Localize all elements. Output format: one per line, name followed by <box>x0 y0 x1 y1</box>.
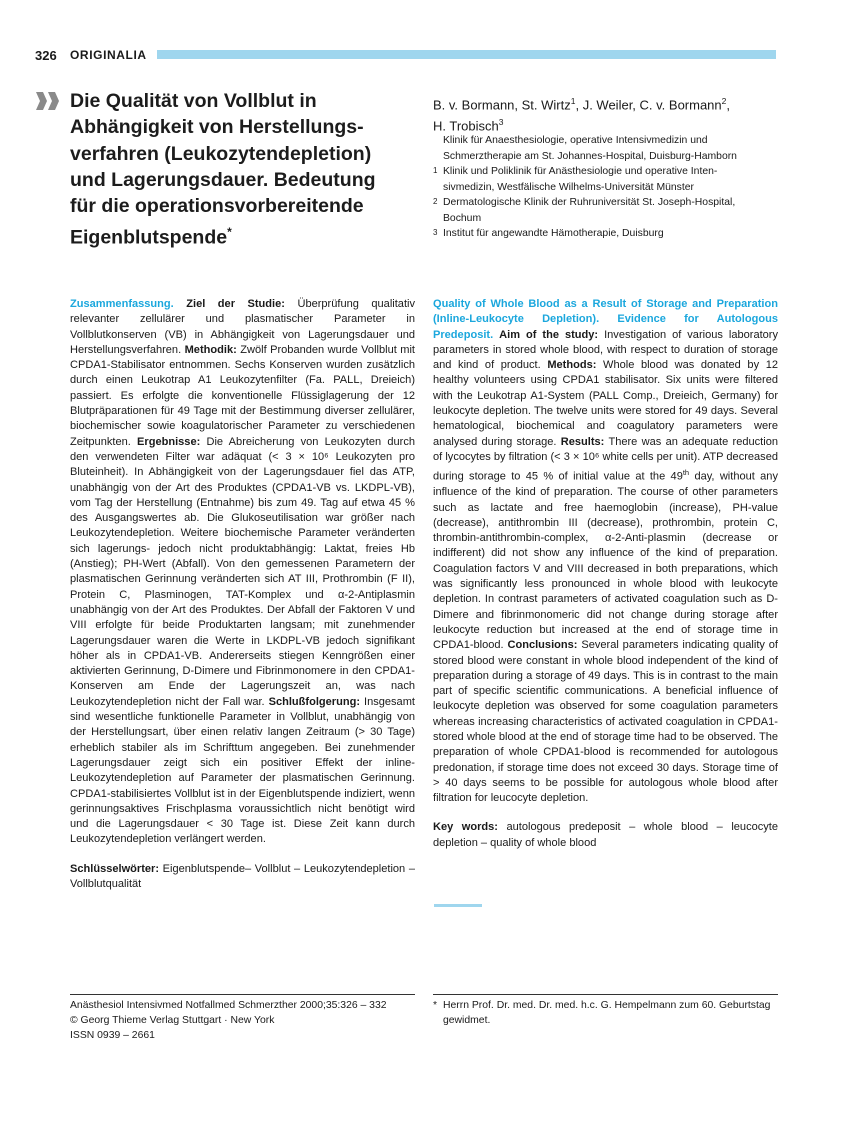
section-end-rule <box>434 904 482 907</box>
title-line: für die operationsvorbereitende <box>70 195 364 218</box>
abstract-german <box>70 297 415 892</box>
affiliation-item: 3 Institut für angewandte Hämotherapie, Duisburg <box>433 228 664 239</box>
affiliation-item: Klinik für Anaesthesiologie, operative Intensivmedizin und Schmerztherapie am St. Johannes-Hospital, Duisburg-Hamborn <box>443 135 737 162</box>
keywords-english: Key words: autologous predeposit – whole blood – leucocyte depletion – quality of whole blood <box>433 821 778 849</box>
citation-line: Anästhesiol Intensivmed Notfallmed Schmerzther 2000;35:326 – 332 <box>70 1000 387 1011</box>
abstract-english <box>433 297 778 851</box>
header-rule <box>157 50 776 59</box>
title-line: Die Qualität von Vollblut in <box>70 90 317 112</box>
footer-rule <box>433 994 778 995</box>
footnote-text: Herrn Prof. Dr. med. Dr. med. h.c. G. Hempelmann zum 60. Geburtstag gewidmet. <box>443 1000 771 1027</box>
abstract-english-heading: Quality of Whole Blood as a Result of Storage and Preparation (Inline-Leukocyte Depletion). Evidence for Autologous Predeposit. <box>433 298 778 341</box>
title-line: Abhängigkeit von Herstellungs- <box>70 116 364 139</box>
footer-rule <box>70 994 415 995</box>
title-line: verfahren (Leukozytendepletion) <box>70 142 372 165</box>
abstract-english-body: Quality of Whole Blood as a Result of Storage and Preparation (Inline-Leukocyte Depletion). Evidence for Autologous Predeposit. Aim of the study: Investigation of various laboratory parameters in stored whole blood, with respect to duration of storage and kind of product. Methods: Whole blood was donated by 12 healthy volunteers using CPDA1 stabilisator. Six units were filtered with the Leukotrap A1-System (PALL Comp., Dreieich, Germany) for leukocyte depletion. The twelve units were stored for 49 days. Several hematological, biochemical and coagulatory parameters were analysed during storage. Results: There was an adequate reduction of lycocytes by filtration (< 3 × 10⁶ white cells per unit). ATP decreased during storage to 45 % of initial value at the 49th day, without any influence of the kind of preparation. The course of other parameters such as lactate and free haemoglobin (increase), PH-value (decrease), antithrombin III (decrease), prothrombin, protein C, thrombin-antithrombin-complex, α-2-Anti-plasmin (decrease or indifferent) did not show any influence of the kind of preparation. Coagulation factors V and VIII decreased in both preparations, which was significantly less pronounced in whole blood with leukocyte depletion. In contrast parameters of activated coagulation such as D-Dimere and fibrinmonomeric did not change during storage after leukocyte reduction but increased at the end of storage time in CPDA1-blood. Conclusions: Several parameters indicating quality of stored blood were constant in whole blood independent of the kind of preparation during a storage of 49 days. This is in contrast to the main part of specific scientific communications. A beneficial influence of leukocyte depletion was observed for some coagulation parameters whereas increasing characteristics of activated coagulation in CPDA1-stored whole blood at the end of storage time had to be observed. The preparation of whole CPDA1-blood is recommended for autologous predonation, if storage time does not exceed 30 days. Storage time of > 40 days seems to be possible for autologous whole blood after filtration for leucocyte depletion. <box>433 298 778 805</box>
page-number: 326 <box>35 48 57 63</box>
section-label: ORIGINALIA <box>70 48 147 62</box>
authors: B. v. Bormann, St. Wirtz$^1$, J. Weiler, C. v. Bormann$^2$, H. Trobisch$^3$ <box>433 96 731 134</box>
footnote-mark: * <box>433 1000 438 1011</box>
citation-block <box>70 998 420 1044</box>
affiliation-item: 2 Dermatologische Klinik der Ruhruniversität St. Joseph-Hospital, Bochum <box>433 197 736 224</box>
article-title <box>70 88 415 251</box>
quote-marks-icon <box>36 88 62 114</box>
copyright-line: © Georg Thieme Verlag Stuttgart · New York <box>70 1015 275 1027</box>
title-line: Eigenblutspende* <box>70 225 232 249</box>
dedication-footnote <box>433 998 785 1028</box>
abstract-german-body: Zusammenfassung. Ziel der Studie: Überprüfung qualitativ relevanter zellulärer und plasmatischer Parameter in Vollblutkonserven (VB) in Abhängigkeit von Lagerungsdauer und Herstellungsverfahren. Methodik: Zwölf Probanden wurde Vollblut mit CPDA1-Stabilisator entnommen. Sechs Konserven wurden zusätzlich durch einen Leukotrap A1 Leukozytenfilter (Fa. PALL, Dreieich) passiert. Es erfolgte die konventionelle Flüssiglagerung der 12 Blutpräparationen für 49 Tage mit der Bestimmung diverser zellulärer, biochemischer sowie koagulatorischer Parameter zu verschiedenen Zeitpunkten. Ergebnisse: Die Abreicherung von Leukozyten durch den verwendeten Filter war adäquat (< 3 × 10⁶ Leukozyten pro Bluteinheit). In Abhängigkeit von der Lagerungsdauer fiel das ATP, unabhängig von der Art des Produktes (CPDA1-VB vs. LKDPL-VB), vom Tag der Herstellung (Entnahme) bis zum 49. Tag auf etwa 45 % des Ausgangswertes ab. Die Glukoseutilisation war größer nach Leukozytendepletion. Weitere biochemische Parameter veränderten sich lagerungs- jedoch nicht produktabhängig: Laktat, freies Hb (Anstieg); PH-Wert (Abfall). Von den gemessenen Parametern der plasmatischen Gerinnung veränderten sich AT III, Prothrombin (F II), Protein C, Plasminogen, TAT-Komplex und α-2-Antiplasmin unabhängig von der Art des Produktes. Der Abfall der Faktoren V und VIII erfolgte für beide Produktarten langsam; mit zunehmender Lagerungsdauer waren die Werte in LKDPL-VB jedoch signifikant höher als in CPDA1-VB. Andererseits stiegen Kenngrößen einer aktivierten Gerinnung, D-Dimere und Fibrinmonomere in den CPDA1-Konserven am Ende der Lagerungszeit an, was nach Leukozytendepletion nicht der Fall war. Schlußfolgerung: Insgesamt sind wesentliche funktionelle Parameter in Vollblut, unabhängig von der Herstellungsart, über einen relativ langen Zeitraum (> 30 Tage) erheblich stabiler als im Schrifttum angegeben. Bei zunehmender Lagerungsdauer zeigt sich ein positiver Effekt der inline-Leukozytendepletion auf Parameter der plasmatischen Gerinnung. CPDA1-stabilisiertes Vollblut ist in der Eigenblutspende indiziert, wenn gerinnungsaktives Frischplasma voraussichtlich nicht benötigt wird und die Lagerungsdauer < 30 Tage ist. Diese Zeit kann durch Leukozytendepletion verlängert werden. <box>70 298 416 846</box>
issn-line: ISSN 0939 – 2661 <box>70 1030 155 1042</box>
title-footnote-mark: * <box>227 225 232 240</box>
affiliation-item: 1 Klinik und Poliklinik für Anästhesiologie und operative Inten- sivmedizin, Westfälische Wilhelms-Universität Münster <box>433 166 718 193</box>
abstract-german-heading: Zusammenfassung. <box>70 298 174 310</box>
title-line: und Lagerungsdauer. Bedeutung <box>70 168 376 191</box>
keywords-german: Schlüsselwörter: Eigenblutspende– Vollblut – Leukozytendepletion – Vollblutqualität <box>70 862 415 890</box>
affiliations <box>433 133 785 242</box>
